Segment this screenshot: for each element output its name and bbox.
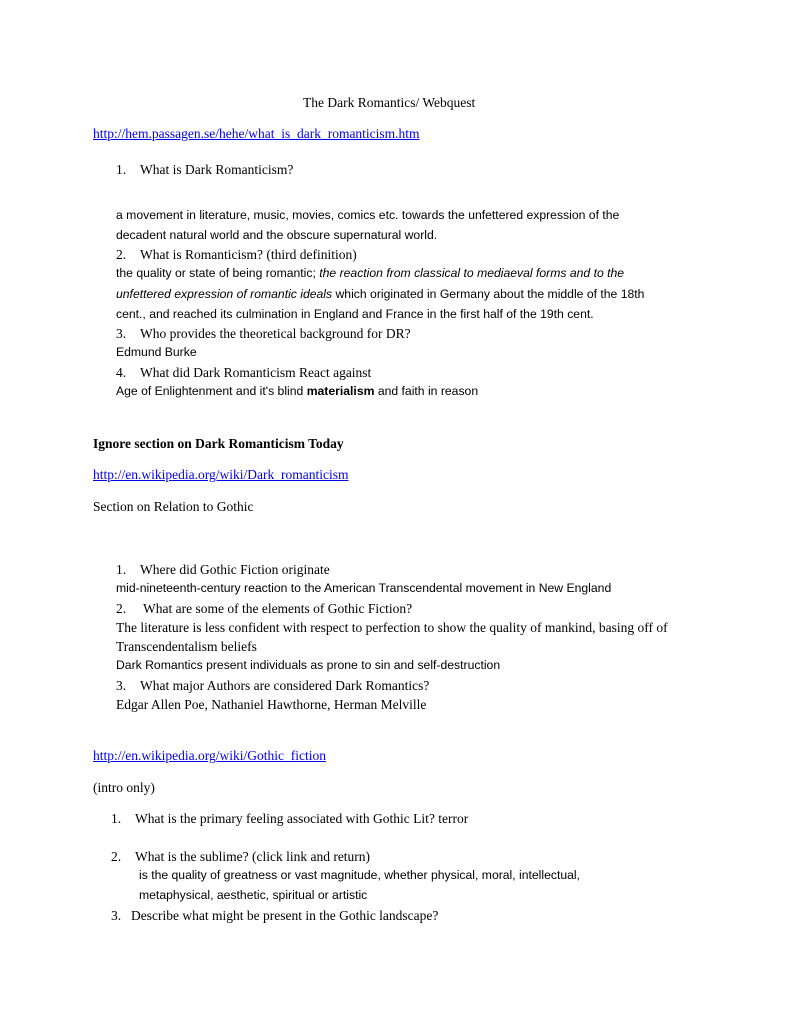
question-text: Who provides the theoretical background for DR? (140, 326, 411, 341)
answer-3: Edmund Burke (116, 345, 197, 359)
answer-2-line-3: cent., and reached its culmination in England and France in the first half of the 19th cent. (116, 307, 594, 321)
page-title: The Dark Romantics/ Webquest (303, 95, 476, 110)
ignore-section-heading: Ignore section on Dark Romanticism Today (93, 436, 344, 451)
question-1-gothic-origin (116, 560, 330, 579)
question-2-gothic-elements (116, 599, 412, 618)
question-number: 4. (116, 365, 127, 380)
question-number: 2. (111, 849, 122, 864)
answer-4 (116, 382, 478, 401)
answer-plain-text: the quality or state of being romantic; (116, 266, 320, 280)
question-4-react-against (116, 363, 371, 382)
answer-gothic-elements-line-2: Transcendentalism beliefs (116, 639, 257, 654)
question-number: 1. (116, 162, 127, 177)
question-number: 1. (116, 562, 127, 577)
answer-plain-text: which originated in Germany about the middle of the 18th (332, 287, 645, 301)
answer-sublime-line-2: metaphysical, aesthetic, spiritual or artistic (139, 888, 368, 902)
question-number: 2. (116, 601, 127, 616)
answer-italic-text: the reaction from classical to mediaeval forms and to the (319, 266, 625, 280)
answer-1-line-2: decadent natural world and the obscure supernatural world. (116, 228, 438, 242)
question-text: Where did Gothic Fiction originate (140, 562, 330, 577)
answer-gothic-elements-line-3: Dark Romantics present individuals as prone to sin and self-destruction (116, 658, 501, 672)
question-3-theoretical-background (116, 324, 411, 343)
question-3-gothic-landscape (111, 906, 438, 925)
question-number: 2. (116, 247, 127, 262)
answer-sublime-line-1: is the quality of greatness or vast magnitude, whether physical, moral, intellectual, (139, 868, 581, 882)
question-2-what-is-romanticism (116, 245, 357, 264)
question-number: 1. (111, 811, 122, 826)
answer-plain-text: Age of Enlightenment and it's blind (116, 384, 307, 398)
question-2-sublime (111, 847, 370, 866)
question-number: 3. (116, 678, 127, 693)
intro-only-note: (intro only) (93, 780, 155, 795)
dark-romanticism-link[interactable]: http://hem.passagen.se/hehe/what_is_dark_romanticism.htm (93, 126, 420, 141)
answer-1-line-1: a movement in literature, music, movies, comics etc. towards the unfettered expression of the (116, 208, 620, 222)
question-1-what-is-dark-romanticism (116, 160, 293, 179)
question-text: What are some of the elements of Gothic Fiction? (143, 601, 413, 616)
question-3-major-authors (116, 676, 429, 695)
answer-2-line-1 (116, 264, 624, 283)
question-text: What major Authors are considered Dark Romantics? (140, 678, 430, 693)
question-text: What is the sublime? (click link and return) (135, 849, 371, 864)
question-text: What is Romanticism? (third definition) (140, 247, 357, 262)
answer-plain-text: and faith in reason (374, 384, 479, 398)
answer-major-authors: Edgar Allen Poe, Nathaniel Hawthorne, Herman Melville (116, 697, 427, 712)
question-text: Describe what might be present in the Gothic landscape? (131, 908, 439, 923)
answer-bold-text: materialism (306, 384, 375, 398)
answer-gothic-elements-line-1: The literature is less confident with respect to perfection to show the quality of mankind, basing off of (116, 620, 668, 635)
question-number: 3. (111, 908, 122, 923)
answer-italic-text: unfettered expression of romantic ideals (116, 287, 333, 301)
wikipedia-dark-romanticism-link[interactable]: http://en.wikipedia.org/wiki/Dark_romanticism (93, 467, 349, 482)
question-1-primary-feeling (111, 809, 468, 828)
question-text: What is Dark Romanticism? (140, 162, 294, 177)
wikipedia-gothic-fiction-link[interactable]: http://en.wikipedia.org/wiki/Gothic_fiction (93, 748, 326, 763)
question-number: 3. (116, 326, 127, 341)
section-subtitle: Section on Relation to Gothic (93, 499, 254, 514)
answer-2-line-2 (116, 285, 644, 304)
question-text: What did Dark Romanticism React against (140, 365, 372, 380)
answer-gothic-origin: mid-nineteenth-century reaction to the American Transcendental movement in New England (116, 581, 612, 595)
question-text: What is the primary feeling associated with Gothic Lit? terror (135, 811, 469, 826)
